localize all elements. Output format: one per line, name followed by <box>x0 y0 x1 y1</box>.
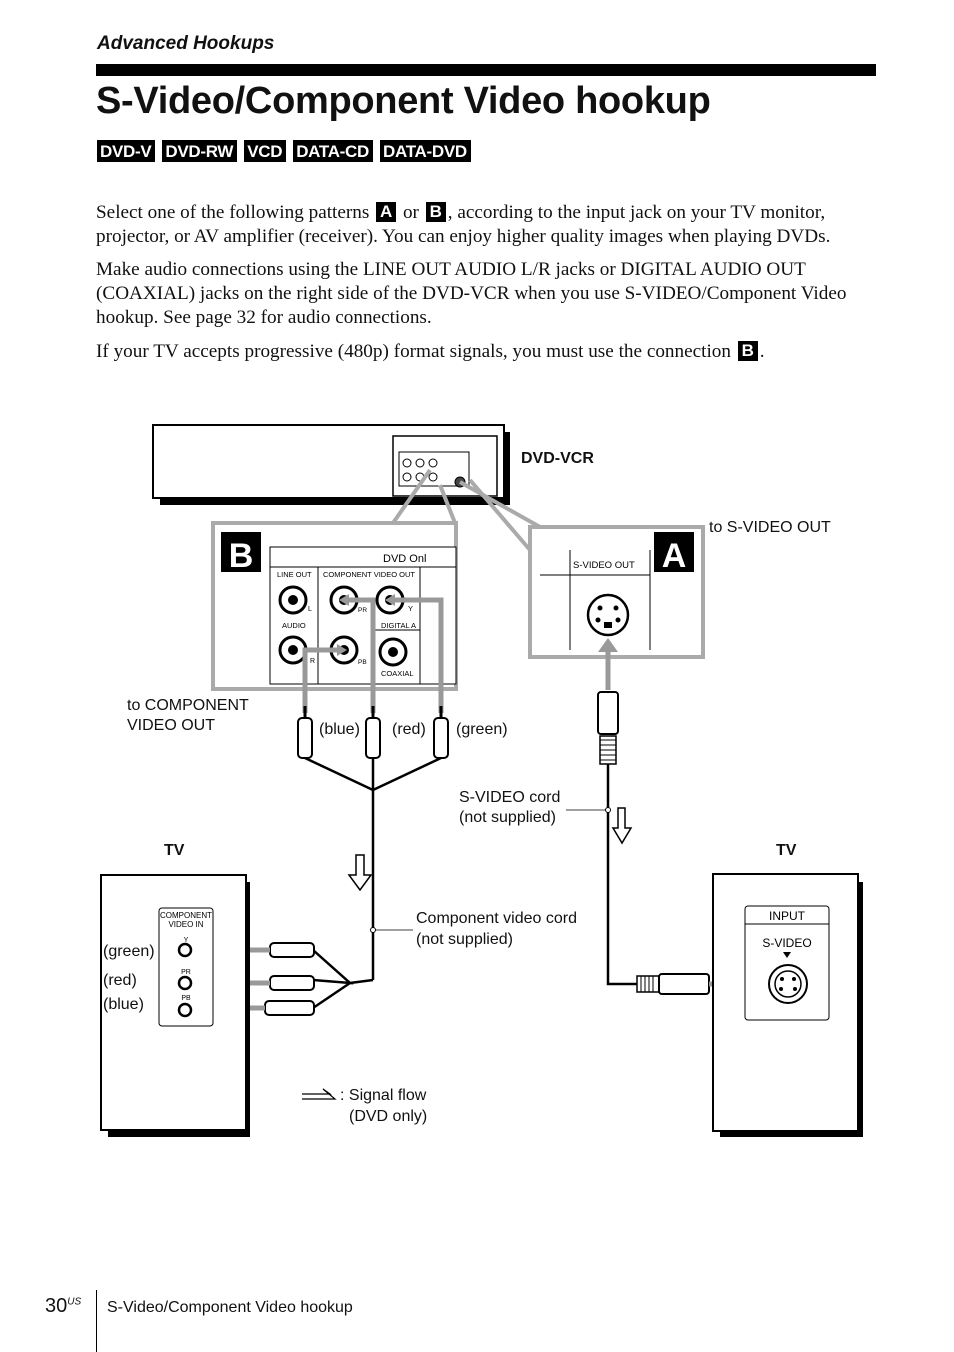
svideo-cord-note: (not supplied) <box>459 809 556 826</box>
tv-red-label: (red) <box>103 972 137 989</box>
tv-left-video-in-label: VIDEO IN <box>168 920 204 929</box>
signal-flow-note: (DVD only) <box>349 1108 428 1125</box>
footer-rule <box>96 1290 97 1352</box>
panel-a-svideo-out-label: S-VIDEO OUT <box>573 560 635 571</box>
panel-b-component-video-out-label: COMPONENT VIDEO OUT <box>323 570 415 579</box>
pattern-b-marker: B <box>738 341 758 361</box>
panel-b-pb-label: PB <box>358 659 367 666</box>
badge-data-dvd: DATA-DVD <box>380 140 471 162</box>
component-cord-label: Component video cord <box>416 910 577 927</box>
cable-blue-label: (blue) <box>319 721 360 738</box>
tv-left-label: TV <box>164 842 185 859</box>
panel-b-digital-label: DIGITAL A <box>381 621 417 630</box>
pattern-b-marker: B <box>426 202 446 222</box>
paragraph-text: If your TV accepts progressive (480p) format signals, you must use the connection <box>96 341 731 362</box>
to-component-label: to COMPONENT <box>127 697 249 714</box>
tv-left-component-label: COMPONENT <box>160 911 212 920</box>
paragraph-text: Select one of the following patterns <box>96 202 370 223</box>
tv-right-label: TV <box>776 842 797 859</box>
panel-b-l-label: L <box>308 606 312 613</box>
badge-dvd-rw: DVD-RW <box>162 140 237 162</box>
panel-b-line-out-label: LINE OUT <box>277 570 312 579</box>
panel-b-pr-label: PR <box>358 607 368 614</box>
page-number <box>45 1295 81 1318</box>
footer-title: S-Video/Component Video hookup <box>107 1299 353 1316</box>
video-out-label: VIDEO OUT <box>127 717 216 734</box>
panel-b-dvd-only-label: DVD Onl <box>383 553 427 565</box>
pattern-a-marker: A <box>376 202 396 222</box>
page-number-value: 30 <box>45 1295 68 1317</box>
badge-dvd-v: DVD-V <box>97 140 155 162</box>
tv-right-svideo-label: S-VIDEO <box>762 936 812 950</box>
tv-left-pr-label: PR <box>181 969 191 976</box>
cable-red-label: (red) <box>392 721 426 738</box>
panel-b-r-label: R <box>310 658 316 665</box>
paragraph-text: or <box>402 202 419 223</box>
tv-right-input-label: INPUT <box>769 909 805 923</box>
cable-green-label: (green) <box>456 721 508 738</box>
signal-flow-legend-icon <box>302 1089 335 1099</box>
page-title: S-Video/Component Video hookup <box>96 80 711 122</box>
paragraph-text: . <box>759 341 765 362</box>
panel-b-coaxial-label: COAXIAL <box>381 669 414 678</box>
component-cord-note: (not supplied) <box>416 931 513 948</box>
to-svideo-out-label: to S-VIDEO OUT <box>709 519 831 536</box>
signal-flow-label: : Signal flow <box>340 1087 427 1104</box>
tv-green-label: (green) <box>103 943 155 960</box>
section-label: Advanced Hookups <box>97 33 275 54</box>
paragraph-text: , according to the input jack on your TV monitor, projector, or AV amplifier (receiver). You can enjoy higher quality images when playing DVDs. <box>96 202 831 247</box>
tv-blue-label: (blue) <box>103 996 144 1013</box>
panel-b-y-label: Y <box>408 604 414 613</box>
dvd-vcr-label: DVD-VCR <box>521 450 594 467</box>
tv-left-pb-label: PB <box>181 995 191 1002</box>
page-number-suffix: US <box>67 1296 82 1308</box>
panel-b-letter: B <box>228 537 254 575</box>
dvd-vcr-unit <box>153 425 510 505</box>
tv-left-y-label: Y <box>183 937 189 944</box>
svideo-cord-label: S-VIDEO cord <box>459 789 561 806</box>
badge-data-cd: DATA-CD <box>293 140 373 162</box>
panel-b-audio-label: AUDIO <box>282 621 306 630</box>
badge-vcd: VCD <box>244 140 286 162</box>
panel-a-letter: A <box>661 537 687 575</box>
paragraph-audio: Make audio connections using the LINE OUT AUDIO L/R jacks or DIGITAL AUDIO OUT (COAXIAL) jacks on the right side of the DVD-VCR when you use S-VIDEO/Component Video hookup. See page 32 for audio connections. <box>96 259 847 328</box>
